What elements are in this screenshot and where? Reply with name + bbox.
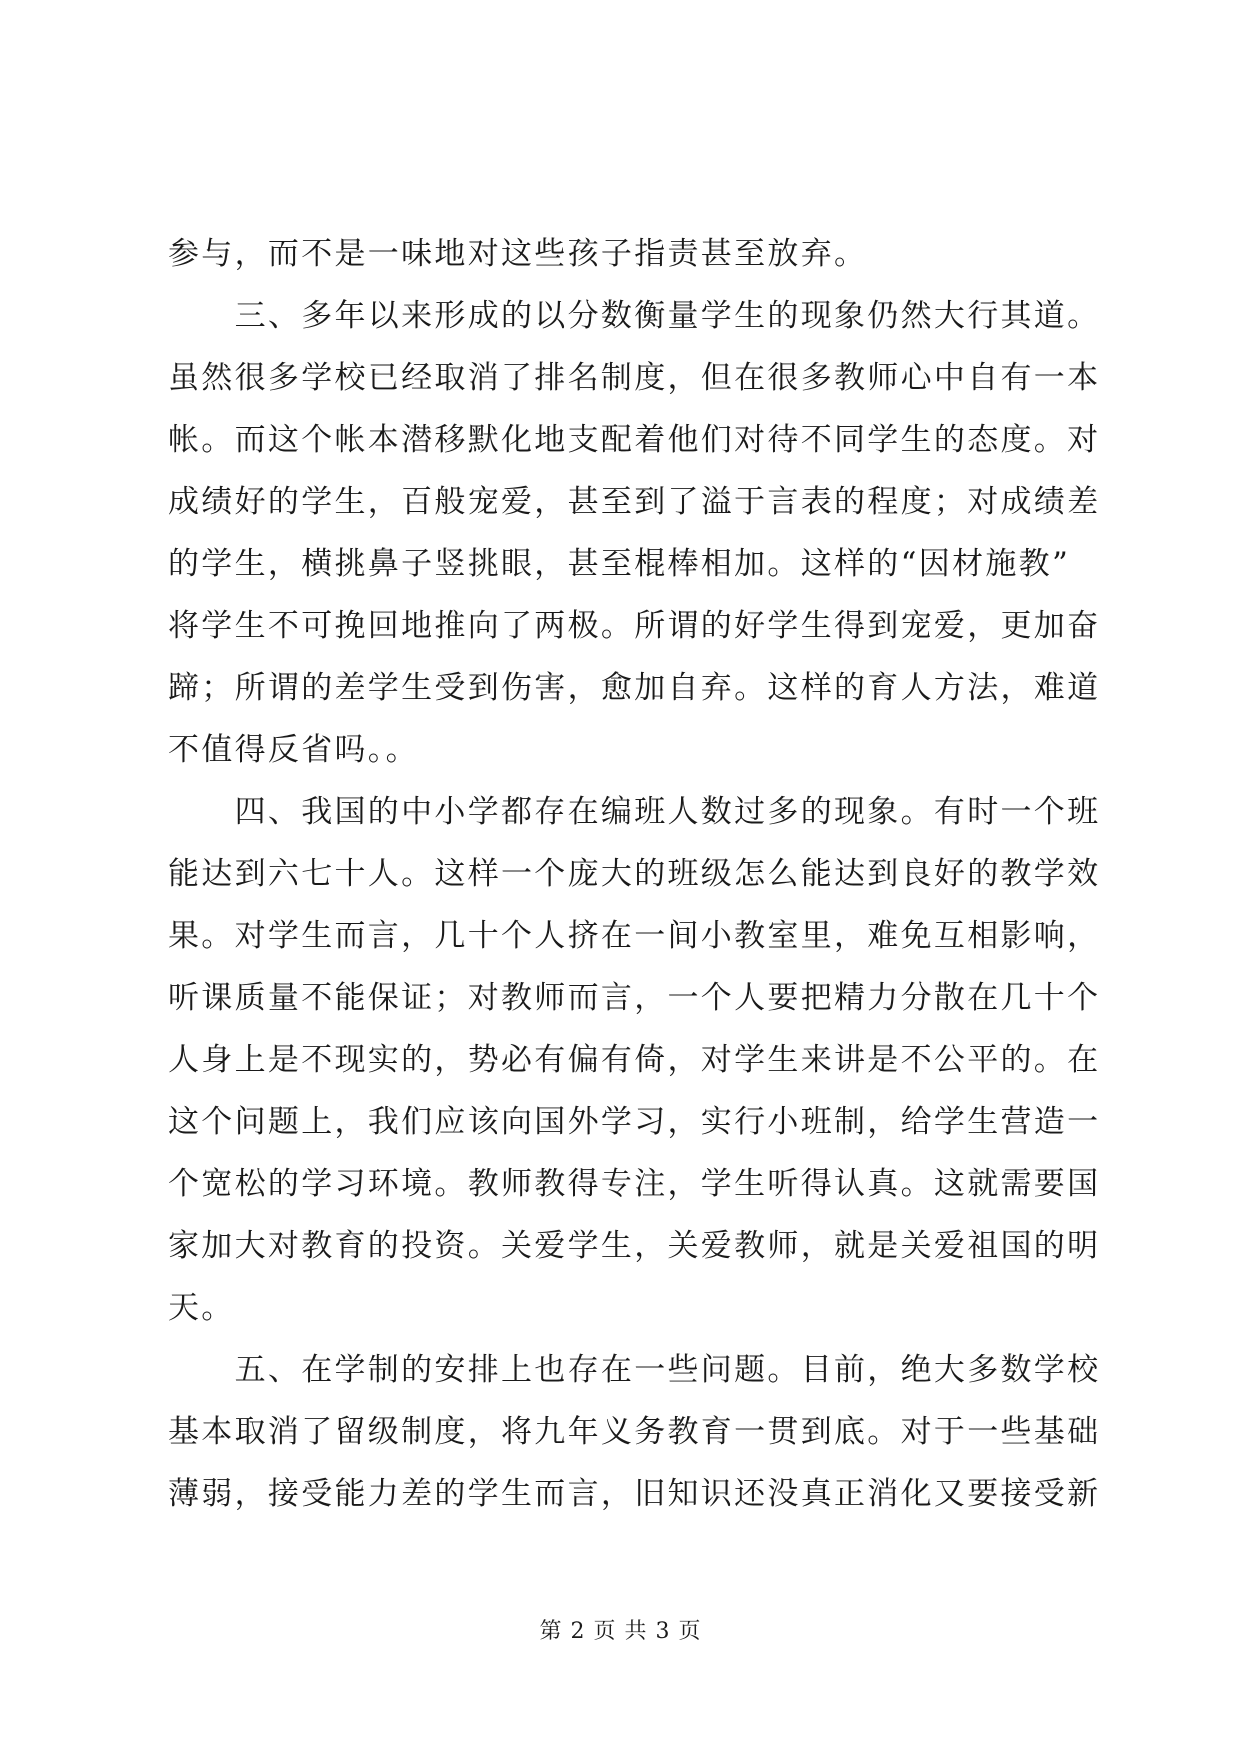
text-line: 个宽松的学习环境。教师教得专注，学生听得认真。这就需要国 (168, 1166, 1101, 1202)
text-line: 参与，而不是一味地对这些孩子指责甚至放弃。 (168, 236, 868, 272)
text-line: 人身上是不现实的，势必有偏有倚，对学生来讲是不公平的。在 (168, 1042, 1101, 1078)
text-line: 蹄；所谓的差学生受到伤害，愈加自弃。这样的育人方法，难道 (168, 670, 1101, 706)
text-line: 四、我国的中小学都存在编班人数过多的现象。有时一个班 (168, 794, 1101, 830)
page-number-footer: 第 2 页 共 3 页 (539, 1619, 702, 1644)
text-line: 五、在学制的安排上也存在一些问题。目前，绝大多数学校 (168, 1352, 1101, 1388)
text-line: 果。对学生而言，几十个人挤在一间小教室里，难免互相影响， (168, 918, 1101, 954)
text-line: 这个问题上，我们应该向国外学习，实行小班制，给学生营造一 (168, 1104, 1101, 1140)
text-line: 基本取消了留级制度，将九年义务教育一贯到底。对于一些基础 (168, 1414, 1101, 1450)
text-line: 的学生，横挑鼻子竖挑眼，甚至棍棒相加。这样的“因材施教” (168, 546, 1071, 582)
text-line: 听课质量不能保证；对教师而言，一个人要把精力分散在几十个 (168, 980, 1101, 1016)
text-line: 家加大对教育的投资。关爱学生，关爱教师，就是关爱祖国的明 (168, 1228, 1101, 1264)
text-line: 将学生不可挽回地推向了两极。所谓的好学生得到宠爱，更加奋 (168, 608, 1101, 644)
text-line: 成绩好的学生，百般宠爱，甚至到了溢于言表的程度；对成绩差 (168, 484, 1101, 520)
text-line: 不值得反省吗。。 (168, 732, 419, 768)
text-line: 虽然很多学校已经取消了排名制度，但在很多教师心中自有一本 (168, 360, 1101, 396)
text-line: 三、多年以来形成的以分数衡量学生的现象仍然大行其道。 (168, 298, 1101, 334)
text-line: 能达到六七十人。这样一个庞大的班级怎么能达到良好的教学效 (168, 856, 1101, 892)
text-line: 天。 (168, 1290, 235, 1326)
text-line: 薄弱，接受能力差的学生而言，旧知识还没真正消化又要接受新 (168, 1476, 1101, 1512)
text-line: 帐。而这个帐本潜移默化地支配着他们对待不同学生的态度。对 (168, 422, 1101, 458)
